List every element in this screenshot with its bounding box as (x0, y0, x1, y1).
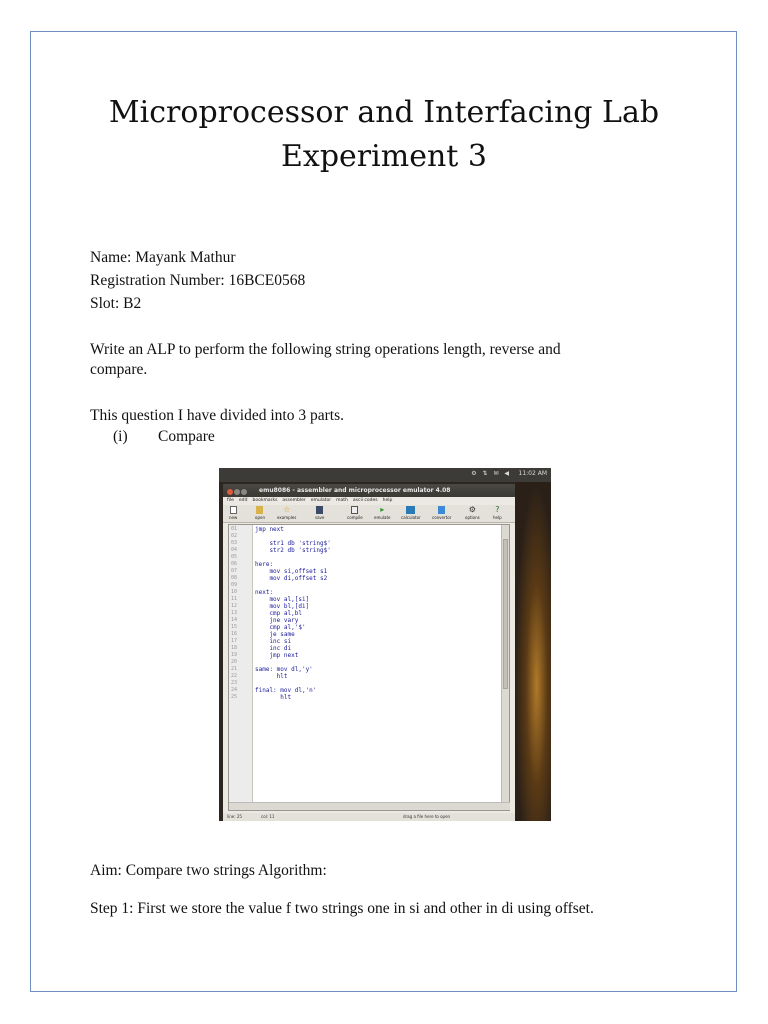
menu-item: assembler (282, 498, 306, 503)
toolbar-emulate: ▸ emulate (374, 505, 391, 520)
menu-item: emulator (310, 498, 332, 503)
list-marker: (i) (113, 428, 128, 445)
status-col: col: 11 (261, 814, 275, 819)
options-icon: ⚙ (468, 505, 476, 514)
compile-icon (351, 506, 358, 514)
status-line: line: 25 (227, 814, 242, 819)
star-icon: ☆ (283, 505, 291, 514)
status-bar (223, 813, 515, 821)
code-editor (228, 524, 510, 811)
step-1-text: Step 1: First we store the value f two strings one in si and other in di using offset. (90, 900, 594, 917)
emulator-window (223, 484, 515, 821)
toolbar-compile: compile (347, 506, 363, 520)
help-icon: ? (495, 505, 500, 514)
toolbar-options: ⚙ options (465, 505, 480, 520)
window-title: emu8086 - assembler and microprocessor emulator 4.08 (259, 487, 451, 494)
minimize-icon (234, 489, 240, 495)
desktop-wallpaper (515, 482, 551, 821)
menu-item: math (336, 498, 348, 503)
menu-item: ascii codes (352, 498, 378, 503)
toolbar-help: ? help (493, 505, 502, 520)
toolbar-examples: ☆ examples (277, 505, 297, 520)
close-icon (227, 489, 233, 495)
assembly-code: jmp next str1 db 'string$' str2 db 'string$' here: mov si,offset s1 mov di,offset s2 next: mov al,[si] mov bl,[di] cmp al,bl jne vary cmp al,'$' je same inc si inc di jmp next same: mov dl,'y' hlt final: mov dl,'n' hlt (255, 526, 331, 701)
menu-item: file (227, 498, 234, 503)
page-subtitle: Experiment 3 (281, 139, 487, 174)
parts-intro: This question I have divided into 3 parts. (90, 407, 344, 424)
scrollbar-thumb (503, 539, 508, 689)
window-title-bar (223, 484, 515, 497)
toolbar-open: open (255, 506, 265, 520)
play-icon: ▸ (380, 505, 385, 514)
line-numbers: 01 02 03 04 05 06 07 08 09 10 11 12 13 14 15 16 17 18 19 20 21 22 23 24 25 (231, 526, 238, 700)
status-hint: drag a file here to open (403, 814, 451, 819)
question-line-1: Write an ALP to perform the following string operations length, reverse and (90, 341, 561, 358)
maximize-icon (241, 489, 247, 495)
save-icon (316, 506, 323, 514)
slot: Slot: B2 (90, 295, 142, 312)
question-line-2: compare. (90, 361, 148, 378)
vertical-scrollbar (501, 525, 509, 810)
toolbar-new: new (229, 506, 237, 520)
menu-item: bookmarks (252, 498, 278, 503)
clock: 11:02 AM (518, 470, 547, 477)
toolbar-calculator: calculator (401, 506, 421, 520)
registration-number: Registration Number: 16BCE0568 (90, 272, 306, 289)
folder-icon (256, 506, 263, 514)
toolbar (223, 505, 515, 523)
line-number-gutter (229, 525, 253, 810)
desktop-top-bar (219, 468, 551, 482)
aim-text: Aim: Compare two strings Algorithm: (90, 862, 327, 879)
emulator-screenshot (219, 468, 551, 821)
menu-item: edit (238, 498, 248, 503)
toolbar-save: save (315, 506, 324, 520)
menu-bar (223, 497, 515, 505)
file-icon (230, 506, 237, 514)
convertor-icon (438, 506, 445, 514)
list-item-compare: Compare (158, 428, 215, 445)
tray-icons: ⚙ ⇅ ✉ ◀ (471, 470, 511, 477)
page-title: Microprocessor and Interfacing Lab (108, 95, 660, 130)
menu-item: help (382, 498, 393, 503)
toolbar-convertor: convertor (432, 506, 451, 520)
calculator-icon (406, 506, 415, 514)
horizontal-scrollbar (229, 802, 510, 810)
student-name: Name: Mayank Mathur (90, 249, 236, 266)
